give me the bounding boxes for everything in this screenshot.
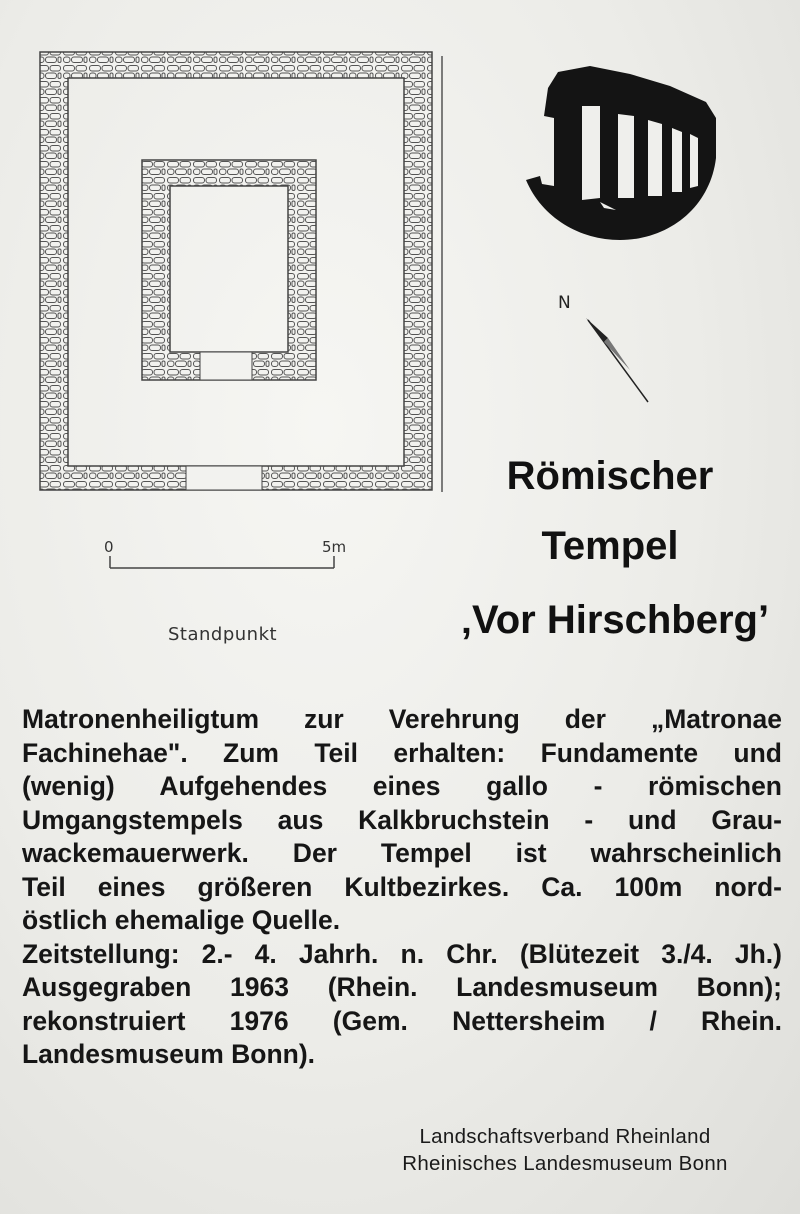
north-label: N bbox=[558, 293, 571, 313]
credits bbox=[350, 1123, 780, 1177]
credits-line-1: Landschaftsverband Rheinland bbox=[419, 1125, 711, 1148]
standpoint-label: Standpunkt bbox=[168, 624, 278, 645]
description-line: Zeitstellung: 2.- 4. Jahrh. n. Chr. (Blütezeit 3./4. Jh.) bbox=[22, 938, 782, 969]
scale-bar bbox=[100, 530, 360, 580]
description-line: (wenig) Aufgehendes eines gallo - römischen bbox=[22, 771, 782, 801]
description-line: rekonstruiert 1976 (Gem. Nettersheim / Rhein. bbox=[22, 1005, 782, 1036]
title-line-2: Tempel bbox=[541, 524, 679, 568]
description-line: Umgangstempels aus Kalkbruchstein - und Grau- bbox=[22, 804, 782, 835]
title-line-1: Römischer bbox=[506, 454, 714, 498]
description-line: Landesmuseum Bonn). bbox=[22, 1039, 316, 1069]
temple-ruin-emblem-icon bbox=[520, 58, 725, 248]
temple-floor-plan-diagram bbox=[36, 48, 456, 498]
title-line-3: ‚Vor Hirschberg’ bbox=[460, 598, 770, 642]
credits-line-2: Rheinisches Landesmuseum Bonn bbox=[402, 1152, 728, 1175]
description-line: wackemauerwerk. Der Tempel ist wahrscheinlich bbox=[22, 838, 782, 868]
description-line: östlich ehemalige Quelle. bbox=[22, 905, 341, 935]
description-line: Teil eines größeren Kultbezirkes. Ca. 100m nord- bbox=[22, 871, 782, 902]
description-line: Matronenheiligtum zur Verehrung der „Matronae bbox=[22, 704, 782, 734]
scale-end-label: 5m bbox=[322, 538, 347, 556]
description-text bbox=[22, 703, 782, 1072]
scale-start-label: 0 bbox=[104, 538, 114, 556]
description-line: Fachinehae". Zum Teil erhalten: Fundamente und bbox=[22, 737, 782, 768]
description-line: Ausgegraben 1963 (Rhein. Landesmuseum Bonn); bbox=[22, 972, 782, 1002]
